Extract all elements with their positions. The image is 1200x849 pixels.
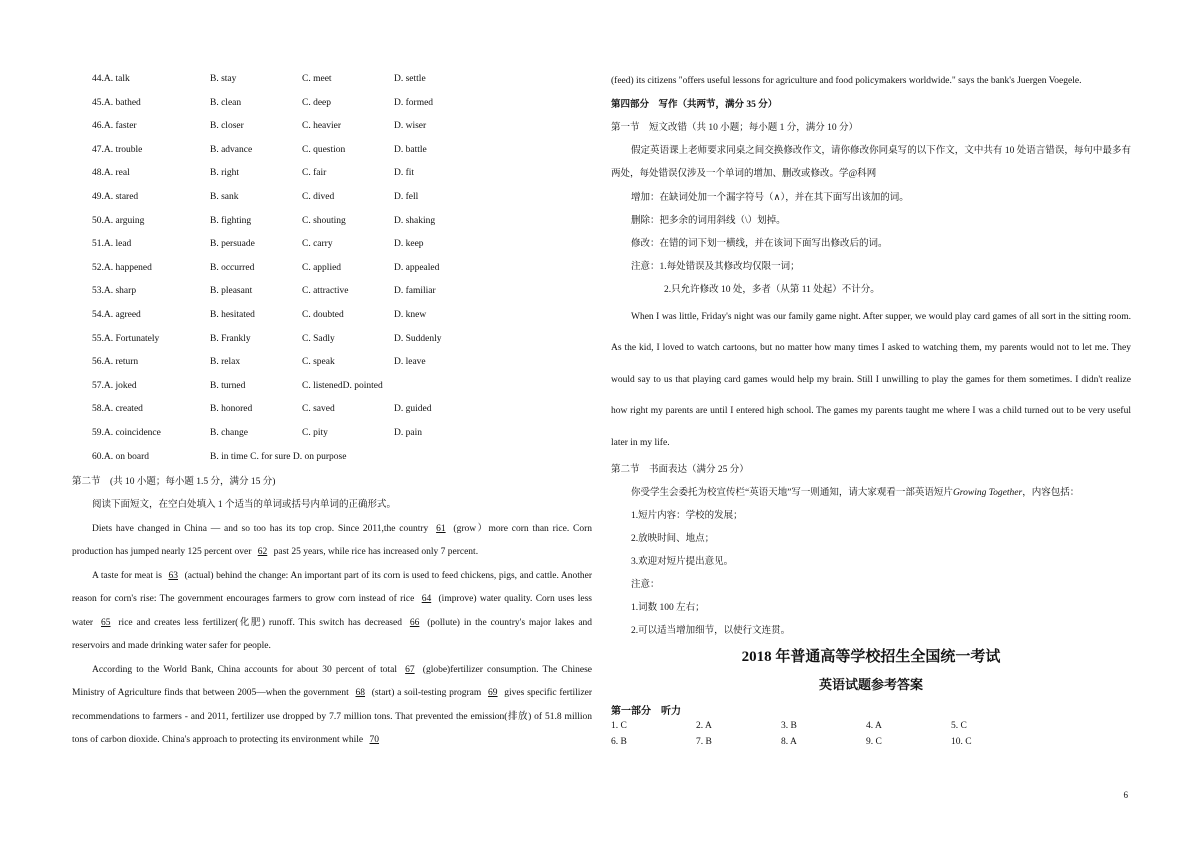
option-row xyxy=(72,94,592,118)
option-cell: 54.A. agreed xyxy=(92,309,141,320)
option-cell: B. persuade xyxy=(210,239,255,250)
option-cell: D. fell xyxy=(394,191,419,202)
option-cell: B. change xyxy=(210,427,248,438)
option-cell: C. fair xyxy=(302,168,327,179)
option-cell: C. pity xyxy=(302,427,328,438)
option-row xyxy=(72,377,592,401)
blank-69: 69 xyxy=(488,688,498,699)
option-cell: B. clean xyxy=(210,97,242,108)
option-cell: D. formed xyxy=(394,97,434,108)
option-row xyxy=(72,164,592,188)
right-column xyxy=(611,70,1131,752)
blank-63: 63 xyxy=(168,570,178,581)
option-cell: 52.A. happened xyxy=(92,262,152,273)
option-cell: D. Suddenly xyxy=(394,333,442,344)
writing-task: 你受学生会委托为校宣传栏“英语天地”写一则通知，请大家观看一部英语短片Growing Together，内容包括： xyxy=(631,488,1080,498)
blank-65: 65 xyxy=(101,617,111,628)
correction-essay: When I was little, Friday's night was our family game night. After supper, we would play card games of all sort in the sitting room. As the kid, I loved to watch cartoons, but no matter how many times I asked to watching them, my parents would not to let me. They would say to us that playing card games would help my brain. Still I unwilling to play the games for them sometimes. I didn't realize how right my parents are until I entered high school. The games my parents taught me where I was a child turned out to be very useful later in my life. xyxy=(611,311,1131,448)
option-cell: B. hesitated xyxy=(210,309,255,320)
option-cell: 50.A. arguing xyxy=(92,215,145,226)
option-cell: 51.A. lead xyxy=(92,239,132,250)
option-cell: C. heavier xyxy=(302,121,342,132)
option-row xyxy=(72,448,592,472)
option-cell: B. sank xyxy=(210,191,239,202)
option-row xyxy=(72,400,592,424)
answer-cell: 5. C xyxy=(951,721,967,731)
passage-paragraph-3: According to the World Bank, China accounts for about 30 percent of total 67 (globe)fertilizer consumption. The Chinese Ministry of Agriculture finds that between 2005—when the government 68 (start) a soil-testing program 69 gives specific fertilizer recommendations to farmers - and 2011, fertilizer use dropped by 7.7 million tons. That prevented the emission(排放) of 51.8 million tons of carbon dioxide. China's approach to protecting its environment while 70 xyxy=(72,664,593,746)
page-number: 6 xyxy=(1123,790,1128,800)
option-cell: D. familiar xyxy=(394,286,436,297)
section2-header: 第二节 (共 10 小题；每小题 1.5 分，满分 15 分) xyxy=(72,477,276,488)
answer-cell: 2. A xyxy=(696,721,712,731)
blank-66: 66 xyxy=(409,617,420,628)
instruction-delete: 删除：把多余的词用斜线（\）划掉。 xyxy=(631,215,786,226)
option-cell: C. saved xyxy=(302,404,335,415)
option-cell: D. shaking xyxy=(394,215,436,226)
answer-cell: 9. C xyxy=(866,736,882,747)
option-cell: B. relax xyxy=(210,357,241,368)
task-item-2: 2.放映时间、地点； xyxy=(631,534,715,544)
task-item-1: 1.短片内容：学校的发展； xyxy=(631,511,743,521)
part4-header: 第四部分 写作（共两节，满分 35 分） xyxy=(611,99,778,110)
option-cell: 57.A. joked xyxy=(92,380,137,391)
option-cell: D. guided xyxy=(394,404,432,415)
left-column xyxy=(72,70,592,753)
option-cell: C. deep xyxy=(302,97,332,108)
task-item-3: 3.欢迎对短片提出意见。 xyxy=(631,557,734,567)
answer-key-title: 2018 年普通高等学校招生全国统一考试 xyxy=(741,649,1001,665)
blank-70: 70 xyxy=(369,735,380,746)
passage-continuation: (feed) its citizens "offers useful lessons for agriculture and food policymakers worldwide." says the bank's Juergen Voegele. xyxy=(611,76,1082,86)
option-cell: 47.A. trouble xyxy=(92,144,143,155)
option-row xyxy=(72,212,592,236)
option-cell: B. stay xyxy=(210,74,237,84)
answer-row xyxy=(611,737,1131,753)
answer-cell: 10. C xyxy=(951,736,972,747)
writing-note-2: 2.可以适当增加细节，以使行文连贯。 xyxy=(631,626,791,636)
option-row xyxy=(72,117,592,141)
options-list xyxy=(72,70,592,471)
option-cell: C. Sadly xyxy=(302,333,335,344)
answer-cell: 1. C xyxy=(611,721,627,731)
option-cell: C. attractive xyxy=(302,286,349,297)
option-cell: D. settle xyxy=(394,74,426,84)
option-cell: 56.A. return xyxy=(92,357,139,368)
option-cell: C. question xyxy=(302,144,346,155)
answers-grid xyxy=(611,721,1131,752)
answer-cell: 4. A xyxy=(866,721,882,731)
option-cell: 49.A. stared xyxy=(92,191,139,202)
option-cell: 58.A. created xyxy=(92,404,143,415)
option-cell: C. carry xyxy=(302,239,333,250)
option-cell: 55.A. Fortunately xyxy=(92,333,160,344)
option-cell: B. right xyxy=(210,168,240,179)
writing-note-label: 注意： xyxy=(631,580,660,590)
option-cell: B. closer xyxy=(210,121,244,132)
writing-note-1: 1.词数 100 左右； xyxy=(631,603,705,613)
option-cell: C. dived xyxy=(302,191,335,202)
answer-cell: 6. B xyxy=(611,736,627,747)
answer-part1-header: 第一部分 听力 xyxy=(611,706,681,717)
option-row xyxy=(72,188,592,212)
option-row xyxy=(72,259,592,283)
option-row xyxy=(72,306,592,330)
option-row xyxy=(72,282,592,306)
blank-61: 61 xyxy=(436,523,446,534)
blank-64: 64 xyxy=(421,594,432,605)
option-cell: 53.A. sharp xyxy=(92,286,137,297)
option-cell: D. pain xyxy=(394,427,422,438)
option-cell: B. honored xyxy=(210,404,253,415)
option-cell: C. doubted xyxy=(302,309,344,320)
film-title: Growing Together xyxy=(952,488,1023,498)
option-cell: B. advance xyxy=(210,144,253,155)
note-1: 注意：1.每处错误及其修改均仅限一词； xyxy=(631,261,800,272)
option-cell: B. in time C. for sure D. on purpose xyxy=(210,451,347,462)
answer-row xyxy=(611,721,1131,737)
option-row xyxy=(72,330,592,354)
instruction-modify: 修改：在错的词下划一横线，并在该词下面写出修改后的词。 xyxy=(631,238,888,249)
option-cell: C. speak xyxy=(302,357,335,368)
option-cell: B. turned xyxy=(210,380,246,391)
option-cell: D. appealed xyxy=(394,262,440,273)
option-cell: 60.A. on board xyxy=(92,451,149,462)
option-cell: D. knew xyxy=(394,309,427,320)
option-cell: D. fit xyxy=(394,168,415,179)
passage-paragraph-1: Diets have changed in China — and so too has its top crop. Since 2011,the country 61 (grow）more corn than rice. Corn production has jumped nearly 125 percent over 62 past 25 years, while rice has increased only 7 percent. xyxy=(72,523,593,558)
option-cell: 45.A. bathed xyxy=(92,97,141,108)
option-cell: 46.A. faster xyxy=(92,121,137,132)
answer-cell: 8. A xyxy=(781,736,797,747)
option-cell: B. pleasant xyxy=(210,286,253,297)
option-cell: C. shouting xyxy=(302,215,346,226)
note-2: 2.只允许修改 10 处，多者（从第 11 处起）不计分。 xyxy=(664,284,880,295)
option-cell: D. battle xyxy=(394,144,427,155)
option-row xyxy=(72,235,592,259)
option-cell: 48.A. real xyxy=(92,168,130,179)
option-row xyxy=(72,70,592,94)
passage-paragraph-2: A taste for meat is 63 (actual) behind the change: An important part of its corn is used to feed chickens, pigs, and cattle. Another reason for corn's rise: The government encourages farmers to grow corn instead of rice 64 (improve) water quality. Corn uses less water 65 rice and creates less fertilizer(化肥) runoff. This switch has decreased 66 (pollute) in the country's major lakes and reservoirs and made drinking water safer for people. xyxy=(72,570,593,652)
option-cell: D. keep xyxy=(394,239,424,250)
blank-62: 62 xyxy=(257,547,268,558)
answer-cell: 3. B xyxy=(781,721,797,731)
option-cell: C. applied xyxy=(302,262,342,273)
option-cell: D. leave xyxy=(394,357,426,368)
option-cell: 44.A. talk xyxy=(92,74,130,84)
section1-instruction: 假定英语课上老师要求同桌之间交换修改作文，请你修改你同桌写的以下作文，文中共有 10 处语言错误，每句中最多有两处，每处错误仅涉及一个单词的增加、删改或修改。学@科网 xyxy=(611,145,1131,179)
section2-writing-header: 第二节 书面表达（满分 25 分） xyxy=(611,465,749,475)
option-row xyxy=(72,424,592,448)
option-cell: C. meet xyxy=(302,74,332,84)
option-cell: B. Frankly xyxy=(210,333,251,344)
option-cell: 59.A. coincidence xyxy=(92,427,161,438)
instruction-add: 增加：在缺词处加一个漏字符号（∧），并在其下面写出该加的词。 xyxy=(631,192,909,203)
blank-68: 68 xyxy=(355,688,366,699)
blank-67: 67 xyxy=(405,664,415,675)
section2-instruction: 阅读下面短文，在空白处填入 1 个适当的单词或括号内单词的正确形式。 xyxy=(92,500,397,511)
answer-cell: 7. B xyxy=(696,736,712,747)
answer-key-subtitle: 英语试题参考答案 xyxy=(818,677,923,692)
option-cell: B. occurred xyxy=(210,262,255,273)
option-cell: B. fighting xyxy=(210,215,252,226)
section1-header: 第一节 短文改错（共 10 小题；每小题 1 分，满分 10 分） xyxy=(611,122,859,133)
option-cell: D. wiser xyxy=(394,121,427,132)
option-row xyxy=(72,141,592,165)
option-row xyxy=(72,353,592,377)
option-cell: C. listenedD. pointed xyxy=(302,380,383,391)
